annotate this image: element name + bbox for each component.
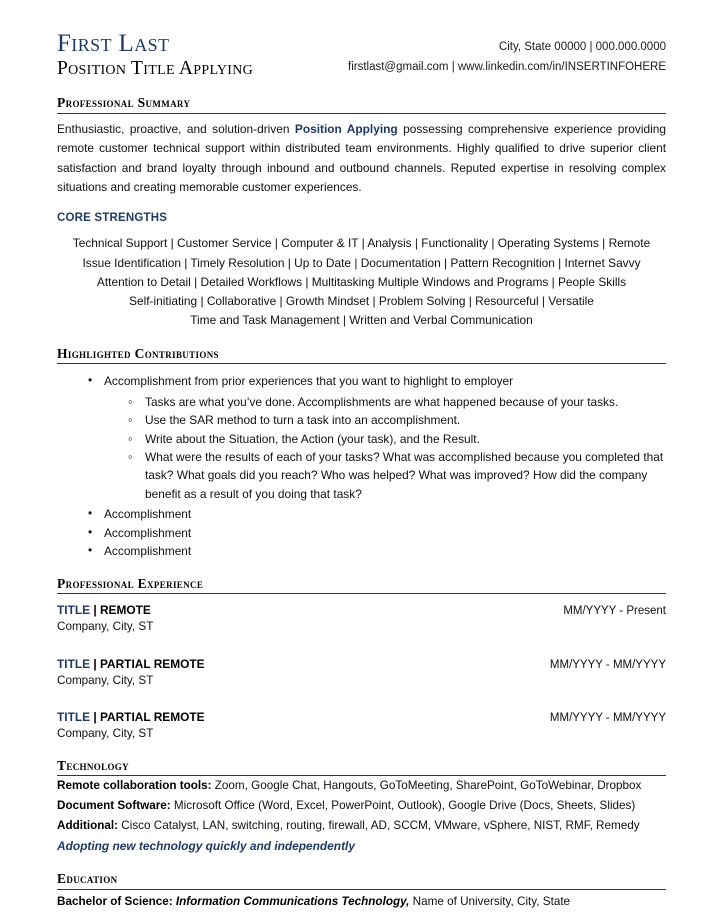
technology-row-value: Microsoft Office (Word, Excel, PowerPoint, Outlook), Google Drive (Docs, Sheets, Slides): [170, 799, 636, 813]
summary-text-before: Enthusiastic, proactive, and solution-driven: [57, 121, 295, 136]
list-item: • Accomplishment: [57, 524, 666, 542]
job-title: [57, 657, 205, 671]
contact-email-linkedin: firstlast@gmail.com | www.linkedin.com/in/INSERTINFOHERE: [348, 60, 666, 73]
experience-entry: [57, 710, 666, 743]
list-item: • Accomplishment from prior experiences that you want to highlight to employer: [57, 372, 666, 390]
section-heading-professional-experience: Professional Experience: [57, 576, 666, 595]
job-title: [57, 603, 151, 617]
position-title: Position Title Applying: [57, 58, 254, 79]
job-dates: MM/YYYY - MM/YYYY: [549, 712, 666, 725]
job-company: Company, City, ST: [57, 727, 154, 741]
technology-row-value: Zoom, Google Chat, Hangouts, GoToMeeting, SharePoint, GoToWebinar, Dropbox: [211, 779, 642, 793]
section-heading-core-strengths: CORE STRENGTHS: [57, 212, 168, 225]
section-heading-highlighted-contributions: Highlighted Contributions: [57, 346, 666, 365]
summary-text-after: possessing comprehensive experience providing remote customer technical support within distributed team environments. Highly qualified to drive superior client satisfaction and brand loyalty through inbound and outbound channels. Reputed expertise in resolving complex situations and creating memorable customer experiences.: [57, 121, 666, 194]
section-education: [57, 871, 666, 911]
section-heading-education: Education: [57, 871, 666, 890]
summary-accent-phrase: Position Applying: [294, 121, 398, 136]
technology-row-label: Remote collaboration tools:: [57, 779, 212, 793]
technology-note: Adopting new technology quickly and independently: [57, 839, 355, 854]
list-item: ◦ Use the SAR method to turn a task into an accomplishment.: [57, 411, 666, 429]
technology-row: [57, 776, 666, 796]
experience-entry: [57, 657, 666, 690]
core-strengths-line: Attention to Detail | Detailed Workflows | Multitasking Multiple Windows and Programs | People Skills: [96, 274, 627, 289]
education-major: Information Communications Technology,: [172, 894, 410, 908]
job-company: Company, City, ST: [57, 673, 154, 687]
experience-entry-header: [57, 710, 666, 724]
job-title-accent: TITLE: [57, 710, 91, 725]
job-title-rest: | PARTIAL REMOTE: [90, 710, 205, 725]
technology-row-label: Additional:: [57, 818, 119, 832]
list-item: • Accomplishment: [57, 542, 666, 560]
contact-location-phone: City, State 00000 | 000.000.0000: [498, 41, 666, 53]
list-item: ◦ What were the results of each of your tasks? What was accomplished because you completed that task? What goals did you reach? Who was helped? What was improved? How did the company benefit as a result of you doing that task?: [57, 448, 666, 503]
section-core-strengths: [57, 212, 666, 331]
experience-entry-header: [57, 657, 666, 671]
contact-block: [253, 30, 666, 78]
section-professional-summary: [57, 95, 666, 197]
section-highlighted-contributions: [57, 346, 666, 561]
technology-row-label: Document Software:: [57, 799, 171, 813]
experience-entry: [57, 603, 666, 636]
section-technology: [57, 758, 666, 856]
list-item: ◦ Tasks are what you’ve done. Accomplishments are what happened because of your tasks.: [57, 393, 666, 411]
identity-block: [57, 30, 253, 80]
job-title-accent: TITLE: [57, 656, 91, 671]
core-strengths-line: Technical Support | Customer Service | Computer & IT | Analysis | Functionality | Operating Systems | Remote: [72, 236, 651, 251]
job-dates: MM/YYYY - MM/YYYY: [549, 658, 666, 671]
job-title-rest: | PARTIAL REMOTE: [90, 656, 205, 671]
list-item: ◦ Write about the Situation, the Action (your task), and the Result.: [57, 430, 666, 448]
section-heading-professional-summary: Professional Summary: [57, 95, 666, 114]
core-strengths-line: Issue Identification | Timely Resolution | Up to Date | Documentation | Pattern Recognition | Internet Savvy: [82, 255, 641, 270]
core-strengths-line: Self-initiating | Collaborative | Growth Mindset | Problem Solving | Resourceful | Versatile: [129, 294, 594, 309]
education-degree: Bachelor of Science:: [57, 894, 173, 908]
full-name: First Last: [57, 30, 170, 57]
job-dates: MM/YYYY - Present: [563, 605, 666, 618]
technology-row: [57, 796, 666, 816]
core-strengths-line: Time and Task Management | Written and Verbal Communication: [190, 313, 533, 328]
technology-row: [57, 816, 666, 836]
section-heading-technology: Technology: [57, 758, 666, 777]
job-company: Company, City, ST: [57, 620, 154, 634]
education-school: Name of University, City, State: [409, 894, 571, 908]
job-title-rest: | REMOTE: [90, 603, 151, 618]
job-title: [57, 710, 205, 724]
core-strengths-list: [57, 234, 666, 330]
resume-header: [57, 22, 666, 80]
list-item: • Accomplishment: [57, 505, 666, 523]
highlighted-contributions-list: [57, 372, 666, 561]
technology-row-value: Cisco Catalyst, LAN, switching, routing, firewall, AD, SCCM, VMware, vSphere, NIST, RMF, Remedy: [118, 818, 640, 832]
professional-summary-text: [57, 120, 666, 197]
education-entry: [57, 892, 666, 912]
experience-entry-header: [57, 603, 666, 617]
job-title-accent: TITLE: [57, 603, 91, 618]
section-professional-experience: [57, 576, 666, 743]
